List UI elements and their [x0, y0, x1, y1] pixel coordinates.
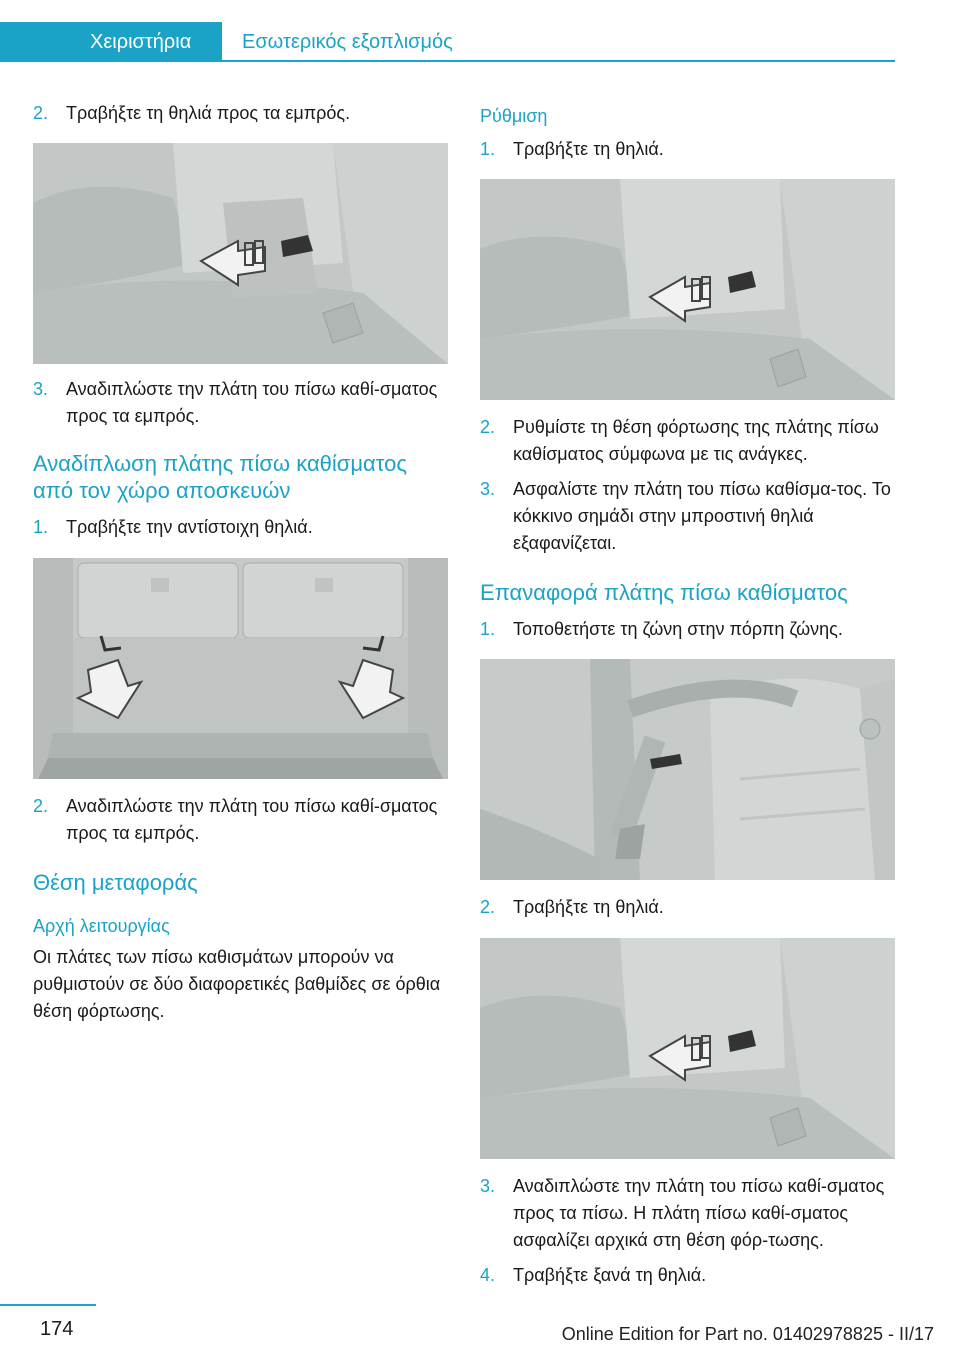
step-text: Ασφαλίστε την πλάτη του πίσω καθίσμα‐τος. Το κόκκινο σημάδι στην μπροστινή θηλιά εξαφανίζεται.: [513, 479, 891, 553]
reset-step-1: [480, 616, 895, 643]
trunk-photo: [33, 558, 448, 779]
seat-loop-photo-2: [480, 179, 895, 400]
adjust-step-1: [480, 136, 895, 163]
adjust-step-3: [480, 476, 895, 557]
section-title-transport-position: Θέση μεταφοράς: [33, 870, 198, 895]
step-2: [33, 100, 448, 127]
reset-step-4: [480, 1262, 895, 1289]
reset-step-3: [480, 1173, 895, 1254]
page-number: 174: [40, 1318, 74, 1340]
edition-note: Online Edition for Part no. 01402978825 - II/17: [561, 1324, 934, 1344]
section-title-fold-from-trunk: Αναδίπλωση πλάτης πίσω καθίσματος από τον χώρο αποσκευών: [33, 451, 407, 503]
step-text: Αναδιπλώστε την πλάτη του πίσω καθί‐σματος προς τα εμπρός.: [66, 379, 438, 426]
subtitle-principle: Αρχή λειτουργίας: [33, 916, 170, 936]
step-number: 3.: [480, 479, 496, 499]
page-header: [0, 22, 895, 62]
step-number: 2.: [480, 417, 496, 437]
left-column: [33, 100, 448, 1025]
step-number: 1.: [480, 619, 496, 639]
step-number: 2.: [33, 796, 49, 816]
step-text: Τραβήξτε τη θηλιά.: [513, 897, 664, 917]
header-rule: [222, 60, 895, 62]
seatbelt-photo: [480, 659, 895, 880]
step-text: Τραβήξτε τη θηλιά προς τα εμπρός.: [66, 103, 351, 123]
step-number: 3.: [480, 1176, 496, 1196]
step-text: Αναδιπλώστε την πλάτη του πίσω καθί‐σματος προς τα πίσω. Η πλάτη πίσω καθί‐σματος ασφαλίζει αρχικά στη θέση φόρ‐τωσης.: [513, 1176, 885, 1250]
footer-rule: [0, 1304, 96, 1306]
step-number: 1.: [33, 517, 49, 537]
step-text: Αναδιπλώστε την πλάτη του πίσω καθί‐σματος προς τα εμπρός.: [66, 796, 438, 843]
seat-loop-photo-1: [33, 143, 448, 364]
step-number: 2.: [480, 897, 496, 917]
right-column: [480, 100, 895, 1289]
principle-paragraph: Οι πλάτες των πίσω καθισμάτων μπορούν να ρυθμιστούν σε δύο διαφορετικές βαθμίδες σε όρθια θέση φόρτωσης.: [33, 947, 441, 1021]
step-text: Τραβήξτε ξανά τη θηλιά.: [513, 1265, 707, 1285]
section1-step-2: [33, 793, 448, 847]
seat-loop-photo-3: [480, 938, 895, 1159]
step-text: Τοποθετήστε τη ζώνη στην πόρπη ζώνης.: [513, 619, 843, 639]
adjust-step-2: [480, 414, 895, 468]
step-number: 1.: [480, 139, 496, 159]
step-number: 4.: [480, 1265, 496, 1285]
section-title-reset-backrest: Επαναφορά πλάτης πίσω καθίσματος: [480, 580, 848, 605]
chapter-tab: Εσωτερικός εξοπλισμός: [242, 31, 453, 53]
reset-step-2: [480, 894, 895, 921]
section1-step-1: [33, 514, 448, 541]
step-text: Ρυθμίστε τη θέση φόρτωσης της πλάτης πίσω καθίσματος σύμφωνα με τις ανάγκες.: [513, 417, 879, 464]
subtitle-adjustment: Ρύθμιση: [480, 106, 548, 126]
step-number: 2.: [33, 103, 49, 123]
step-text: Τραβήξτε τη θηλιά.: [513, 139, 664, 159]
step-text: Τραβήξτε την αντίστοιχη θηλιά.: [66, 517, 313, 537]
section-tab: Χειριστήρια: [0, 22, 222, 62]
step-number: 3.: [33, 379, 49, 399]
step-3: [33, 376, 448, 430]
